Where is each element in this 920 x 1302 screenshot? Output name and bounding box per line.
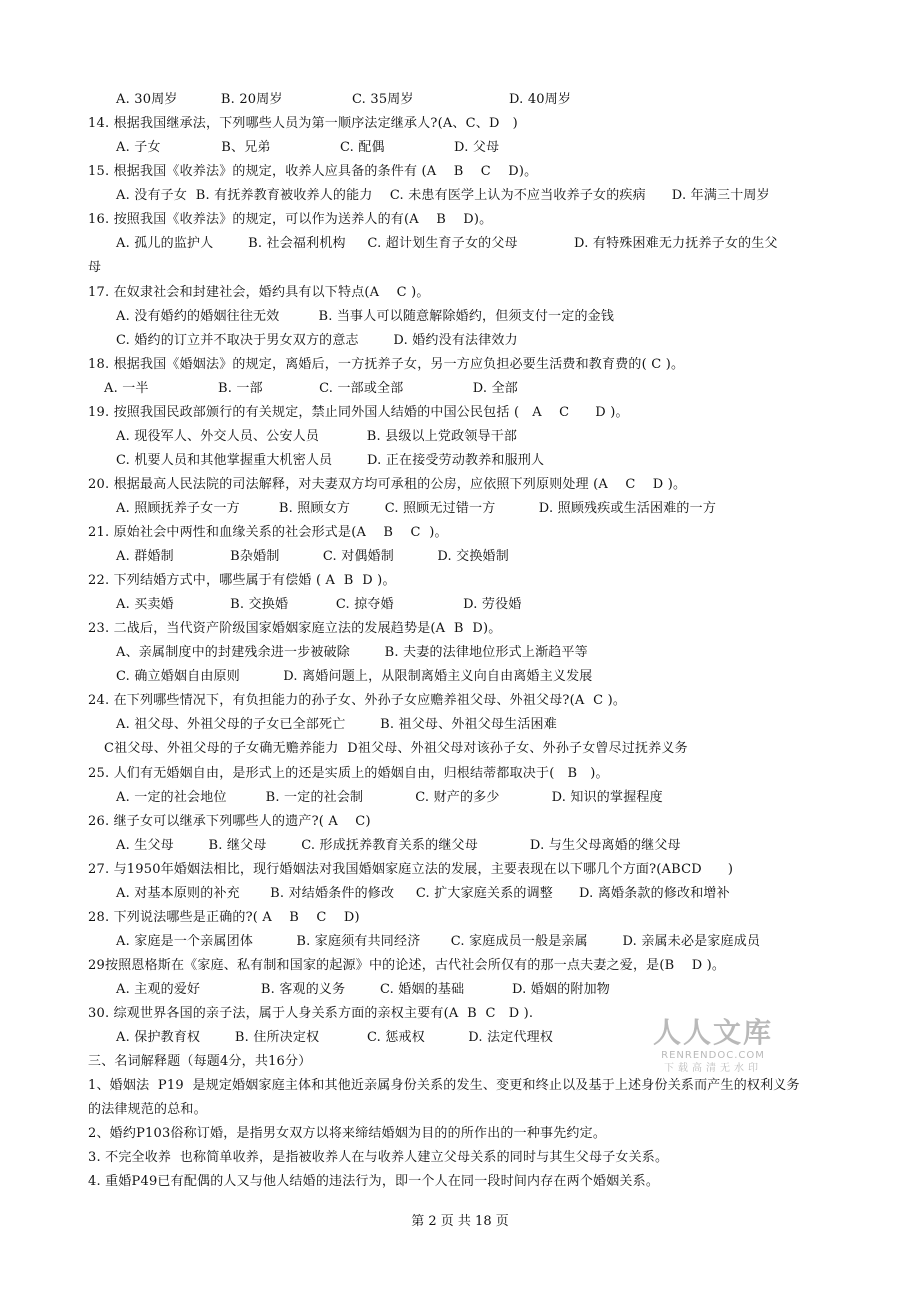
q24-options-cd: C祖父母、外祖父母的子女确无赡养能力 D祖父母、外祖父母对该孙子女、外孙子女曾尽过抚养义务 [104, 741, 688, 756]
question-19: 19. 按照我国民政部颁行的有关规定，禁止同外国人结婚的中国公民包括 ( A C D )。 [88, 405, 629, 420]
q20-options: A. 照顾抚养子女一方 B. 照顾女方 C. 照顾无过错一方 D. 照顾残疾或生活困难的一方 [116, 501, 717, 516]
question-20: 20. 根据最高人民法院的司法解释，对夫妻双方均可承租的公房，应依照下列原则处理 (A C D )。 [88, 477, 687, 492]
q13-options: A. 30周岁 B. 20周岁 C. 35周岁 D. 40周岁 [116, 92, 572, 107]
section-heading: 三、名词解释题（每题4分，共16分） [88, 1054, 312, 1069]
term-2: 2、婚约P103俗称订婚，是指男女双方以将来缔结婚姻为目的的所作出的一种事先约定。 [88, 1126, 607, 1141]
q14-options: A. 子女 B、兄弟 C. 配偶 D. 父母 [116, 140, 500, 155]
term-1: 1、婚姻法 P19 是规定婚姻家庭主体和其他近亲属身份关系的发生、变更和终止以及基于上述身份关系而产生的权利义务 [88, 1078, 800, 1093]
question-26: 26. 继子女可以继承下列哪些人的遗产?( A C) [88, 814, 371, 829]
question-23: 23. 二战后，当代资产阶级国家婚姻家庭立法的发展趋势是(A B D)。 [88, 621, 502, 636]
question-24: 24. 在下列哪些情况下，有负担能力的孙子女、外孙子女应赡养祖父母、外祖父母?(A C )。 [88, 693, 627, 708]
question-15: 15. 根据我国《收养法》的规定，收养人应具备的条件有 (A B C D)。 [88, 164, 538, 179]
q28-options: A. 家庭是一个亲属团体 B. 家庭须有共同经济 C. 家庭成员一般是亲属 D. 亲属未必是家庭成员 [116, 934, 761, 949]
q19-options-cd: C. 机要人员和其他掌握重大机密人员 D. 正在接受劳动教养和服刑人 [116, 453, 545, 468]
question-27: 27. 与1950年婚姻法相比，现行婚姻法对我国婚姻家庭立法的发展，主要表现在以下哪几个方面?(ABCD ) [88, 862, 734, 877]
q24-options-ab: A. 祖父母、外祖父母的子女已全部死亡 B. 祖父母、外祖父母生活困难 [116, 717, 557, 732]
question-22: 22. 下列结婚方式中，哪些属于有偿婚 ( A B D )。 [88, 573, 396, 588]
question-28: 28. 下列说法哪些是正确的?( A B C D) [88, 910, 360, 925]
q17-options-ab: A. 没有婚约的婚姻往往无效 B. 当事人可以随意解除婚约，但须支付一定的金钱 [116, 309, 615, 324]
question-30: 30. 综观世界各国的亲子法，属于人身关系方面的亲权主要有(A B C D ). [88, 1006, 534, 1021]
q26-options: A. 生父母 B. 继父母 C. 形成抚养教育关系的继父母 D. 与生父母离婚的继父母 [116, 838, 681, 853]
q17-options-cd: C. 婚约的订立并不取决于男女双方的意志 D. 婚约没有法律效力 [116, 333, 518, 348]
q23-options-cd: C. 确立婚姻自由原则 D. 离婚问题上，从限制离婚主义向自由离婚主义发展 [116, 669, 593, 684]
watermark-url: RENRENDOC.COM [661, 1050, 765, 1061]
question-21: 21. 原始社会中两性和血缘关系的社会形式是(A B C )。 [88, 525, 448, 540]
q29-options: A. 主观的爱好 B. 客观的义务 C. 婚姻的基础 D. 婚姻的附加物 [116, 982, 611, 997]
question-14: 14. 根据我国继承法，下列哪些人员为第一顺序法定继承人?(A、C、D ) [88, 116, 518, 131]
q16-options: A. 孤儿的监护人 B. 社会福利机构 C. 超计划生育子女的父母 D. 有特殊困难无力抚养子女的生父 [116, 236, 778, 251]
q23-options-ab: A、亲属制度中的封建残余进一步被破除 B. 夫妻的法律地位形式上渐趋平等 [116, 645, 588, 660]
q25-options: A. 一定的社会地位 B. 一定的社会制 C. 财产的多少 D. 知识的掌握程度 [116, 790, 663, 805]
q18-options: A. 一半 B. 一部 C. 一部或全部 D. 全部 [104, 381, 518, 396]
question-16: 16. 按照我国《收养法》的规定，可以作为送养人的有(A B D)。 [88, 212, 493, 227]
page-number: 第 2 页 共 18 页 [411, 1214, 509, 1229]
question-17: 17. 在奴隶社会和封建社会，婚约具有以下特点(A C )。 [88, 285, 430, 300]
q30-options: A. 保护教育权 B. 住所决定权 C. 惩戒权 D. 法定代理权 [116, 1030, 554, 1045]
question-25: 25. 人们有无婚姻自由，是形式上的还是实质上的婚姻自由，归根结蒂都取决于( B )。 [88, 766, 609, 781]
q16-options-cont: 母 [88, 260, 102, 275]
q21-options: A. 群婚制 B杂婚制 C. 对偶婚制 D. 交换婚制 [116, 549, 509, 564]
question-18: 18. 根据我国《婚姻法》的规定，离婚后，一方抚养子女，另一方应负担必要生活费和教育费的( C )。 [88, 357, 685, 372]
q22-options: A. 买卖婚 B. 交换婚 C. 掠夺婚 D. 劳役婚 [116, 597, 522, 612]
term-1-cont: 的法律规范的总和。 [88, 1102, 207, 1117]
term-4: 4. 重婚P49已有配偶的人又与他人结婚的违法行为，即一个人在同一段时间内存在两个婚姻关系。 [88, 1174, 660, 1189]
q27-options: A. 对基本原则的补充 B. 对结婚条件的修改 C. 扩大家庭关系的调整 D. 离婚条款的修改和增补 [116, 886, 730, 901]
watermark-title: 人人文库 [652, 1016, 773, 1049]
watermark-logo [648, 1016, 778, 1076]
term-3: 3. 不完全收养 也称简单收养，是指被收养人在与收养人建立父母关系的同时与其生父母子女关系。 [88, 1150, 669, 1165]
q15-options: A. 没有子女 B. 有抚养教育被收养人的能力 C. 未患有医学上认为不应当收养子女的疾病 D. 年满三十周岁 [116, 188, 770, 203]
question-29: 29按照恩格斯在《家庭、私有制和国家的起源》中的论述，古代社会所仅有的那一点夫妻之爱，是(B D )。 [88, 958, 726, 973]
q19-options-ab: A. 现役军人、外交人员、公安人员 B. 县级以上党政领导干部 [116, 429, 518, 444]
watermark-tagline: 下载高清无水印 [664, 1063, 762, 1074]
